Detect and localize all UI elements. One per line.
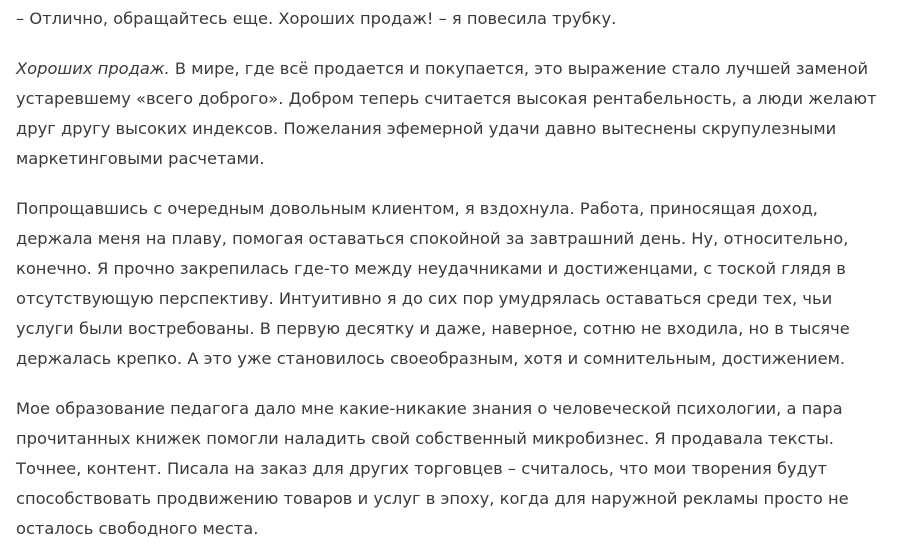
paragraph-2-italic: Хороших продаж. (16, 59, 170, 78)
paragraph-1-text: – Отлично, обращайтесь еще. Хороших продаж! – я повесила трубку. (16, 9, 617, 28)
paragraph-3 (16, 194, 886, 374)
paragraph-1 (16, 4, 886, 34)
paragraph-2-text: В мире, где всё продается и покупается, это выражение стало лучшей заменой устаревшему «всего доброго». Добром теперь считается высокая рентабельность, а люди желают друг другу высоких индексов. Пожелания эфемерной удачи давно вытеснены скрупулезными маркетинговыми расчетами. (16, 59, 877, 168)
paragraph-2 (16, 54, 886, 174)
paragraph-4-text: Мое образование педагога дало мне какие-никакие знания о человеческой психологии, а пара прочитанных книжек помогли наладить свой собственный микробизнес. Я продавала тексты. Точнее, контент. Писала на заказ для других торговцев – считалось, что мои творения будут способствовать продвижению товаров и услуг в эпоху, когда для наружной рекламы просто не осталось свободного места. (16, 399, 849, 538)
paragraph-3-text: Попрощавшись с очередным довольным клиентом, я вздохнула. Работа, приносящая доход, держала меня на плаву, помогая оставаться спокойной за завтрашний день. Ну, относительно, конечно. Я прочно закрепилась где-то между неудачниками и достиженцами, с тоской глядя в отсутствующую перспективу. Интуитивно я до сих пор умудрялась оставаться среди тех, чьи услуги были востребованы. В первую десятку и даже, наверное, сотню не входила, но в тысяче держалась крепко. А это уже становилось своеобразным, хотя и сомнительным, достижением. (16, 199, 850, 368)
paragraph-4 (16, 394, 886, 544)
article-body (16, 4, 886, 544)
